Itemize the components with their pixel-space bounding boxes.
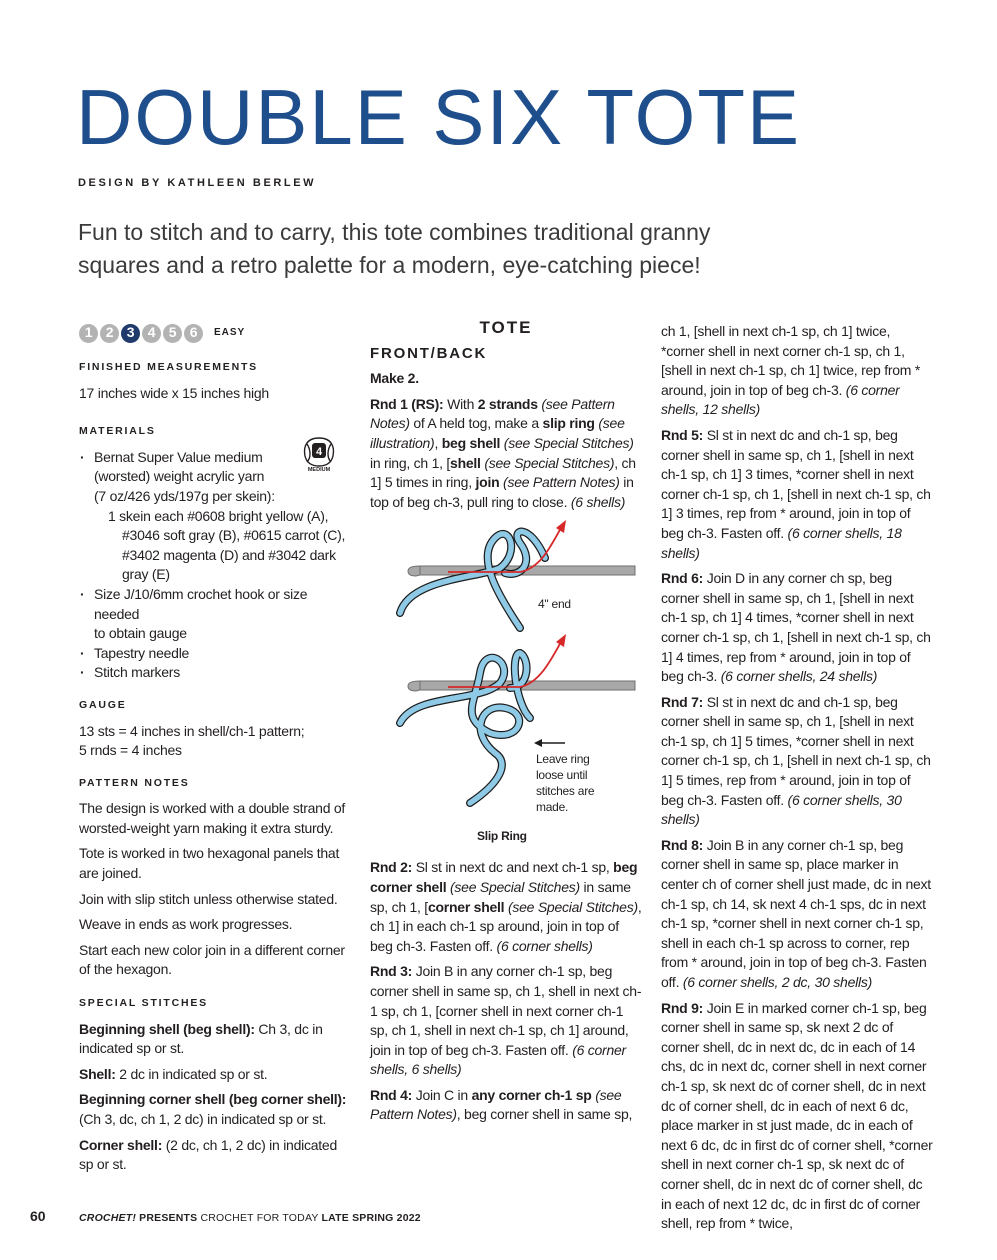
skill-dot: 5 bbox=[163, 324, 182, 343]
skill-label: EASY bbox=[214, 327, 246, 339]
round-3: Rnd 3: Join B in any corner ch-1 sp, beg corner shell in same sp, ch 1, shell in next ch-1 sp, ch 1, [corner shell in next corner ch-1 sp, ch 1, shell in next ch-1 sp, ch 1] around, join in top of beg ch-3. Fasten off. (6 corner shells, 6 shells) bbox=[370, 963, 642, 1078]
material-item: · Size J/10/6mm crochet hook or size needed to obtain gauge bbox=[79, 585, 354, 644]
gauge-line: 13 sts = 4 inches in shell/ch-1 pattern; bbox=[79, 722, 305, 739]
page-title: DOUBLE SIX TOTE bbox=[76, 73, 801, 161]
round-4-continued: ch 1, [shell in next ch-1 sp, ch 1] twice, *corner shell in next corner ch-1 sp, ch 1, [shell in next ch-1 sp, ch 1] twice, rep from * around, join in top of beg ch-3. (6 corner shells, 12 shells) bbox=[661, 323, 921, 418]
diagram-note: Leave ring bbox=[536, 752, 590, 767]
pattern-note: Start each new color join in a different corner of the hexagon. bbox=[79, 941, 345, 978]
designer-byline: DESIGN BY KATHLEEN BERLEW bbox=[78, 177, 317, 189]
finished-heading: FINISHED MEASUREMENTS bbox=[79, 361, 258, 373]
yarn-weight-number: 4 bbox=[315, 446, 323, 458]
page-number: 60 bbox=[30, 1208, 46, 1224]
diagram-note: stitches are bbox=[536, 784, 595, 799]
diagram-caption: Slip Ring bbox=[477, 829, 527, 844]
skill-dot: 1 bbox=[79, 324, 98, 343]
special-stitch: Shell: 2 dc in indicated sp or st. bbox=[79, 1065, 268, 1082]
column-materials bbox=[79, 322, 354, 1181]
pattern-note: Tote is worked in two hexagonal panels that are joined. bbox=[79, 845, 340, 882]
diagram-note: loose until bbox=[536, 768, 588, 783]
column-tote bbox=[370, 318, 642, 1131]
skill-dot: 4 bbox=[142, 324, 161, 343]
round-2: Rnd 2: Sl st in next dc and next ch-1 sp, beg corner shell (see Special Stitches) in same sp, ch 1, [corner shell (see Special Stitches), ch 1] in each ch-1 sp around, join in top of beg ch-3. Fasten off. (6 corner shells) bbox=[370, 859, 642, 954]
diagram-note: made. bbox=[536, 800, 569, 815]
material-item: · Tapestry needle bbox=[79, 644, 354, 664]
material-item: · Stitch markers bbox=[79, 663, 354, 683]
yarn-weight-label: MEDIUM bbox=[307, 467, 331, 472]
round-8: Rnd 8: Join B in any corner ch-1 sp, beg corner shell in same sp, place marker in center ch of corner shell just made, dc in next ch-1 sp, ch 14, sk next 4 ch-1 sps, dc in next ch-1 sp, *corner shell in next corner ch-1 sp, shell in each ch-1 sp across to corner, rep from * around, join in top of beg ch-3. Fasten off. (6 corner shells, 2 dc, 30 shells) bbox=[661, 836, 931, 990]
skill-dot: 6 bbox=[184, 324, 203, 343]
round-6: Rnd 6: Join D in any corner ch sp, beg corner shell in same sp, ch 1, [shell in next ch-1 sp, ch 1] 4 times, *corner shell in next corner ch-1 sp, ch 1, [shell in next ch-1 sp, ch 1] 4 times, rep from * around, join in top of beg ch-3. (6 corner shells, 24 shells) bbox=[661, 570, 931, 685]
special-stitches-heading: SPECIAL STITCHES bbox=[79, 997, 208, 1010]
slip-ring-diagram bbox=[370, 518, 642, 848]
round-1: Rnd 1 (RS): With 2 strands (see Pattern Notes) of A held tog, make a slip ring (see illustration), beg shell (see Special Stitches) in ring, ch 1, [shell (see Special Stitches), ch 1] 5 times in ring, join (see Pattern Notes) in top of beg ch-3, pull ring to close. (6 shells) bbox=[370, 395, 636, 510]
materials-list bbox=[79, 448, 354, 683]
pattern-note: Weave in ends as work progresses. bbox=[79, 916, 293, 933]
pattern-notes-heading: PATTERN NOTES bbox=[79, 776, 190, 789]
pattern-note: The design is worked with a double strand of worsted-weight yarn making it extra sturdy. bbox=[79, 800, 346, 836]
round-4: Rnd 4: Join C in any corner ch-1 sp (see Pattern Notes), beg corner shell in same sp, bbox=[370, 1086, 633, 1123]
make-count: Make 2. bbox=[370, 370, 419, 387]
round-9: Rnd 9: Join E in marked corner ch-1 sp, beg corner shell in same sp, sk next 2 dc of corner shell, dc in next dc, dc in each of 14 chs, dc in next dc, corner shell in next corner ch-1 sp, sk next dc of corner shell, dc in next dc of corner shell, dc in each of next 6 dc, place marker in st just made, dc in each of next 6 dc, dc in first dc of corner shell, *corner shell in next corner ch-1 sp, sk next dc of corner shell, dc in next dc of corner shell, dc in each of next 12 dc, dc in first dc of corner shell, rep from * twice, bbox=[661, 999, 933, 1232]
special-stitch: Beginning corner shell (beg corner shell): (Ch 3, dc, ch 1, 2 dc) in indicated sp or st. bbox=[79, 1091, 347, 1127]
skill-dot: 2 bbox=[100, 324, 119, 343]
pattern-note: Join with slip stitch unless otherwise stated. bbox=[79, 890, 338, 907]
materials-heading: MATERIALS bbox=[79, 425, 156, 438]
column-rounds bbox=[661, 322, 933, 1240]
round-5: Rnd 5: Sl st in next dc and ch-1 sp, beg corner shell in same sp, ch 1, [shell in next ch-1 sp, ch 1] 3 times, *corner shell in next corner ch-1 sp, ch 1, [shell in next ch-1 sp, ch 1] 3 times, rep from * around, join in top of beg ch-3. Fasten off. (6 corner shells, 18 shells) bbox=[661, 426, 931, 561]
special-stitch: Corner shell: (2 dc, ch 1, 2 dc) in indicated sp or st. bbox=[79, 1136, 337, 1173]
gauge-heading: GAUGE bbox=[79, 698, 127, 711]
tote-heading: TOTE bbox=[479, 318, 533, 337]
gauge-line: 5 rnds = 4 inches bbox=[79, 742, 182, 759]
skill-level bbox=[79, 322, 354, 344]
round-7: Rnd 7: Sl st in next dc and ch-1 sp, beg corner shell in same sp, ch 1, [shell in next ch-1 sp, ch 1] 5 times, *corner shell in next corner ch-1 sp, ch 1, [shell in next ch-1 sp, ch 1] 5 times, rep from * around, join in top of beg ch-3. Fasten off. (6 corner shells, 30 shells) bbox=[661, 693, 931, 828]
finished-text: 17 inches wide x 15 inches high bbox=[79, 384, 269, 401]
material-item: · Bernat Super Value medium (worsted) weight acrylic yarn (7 oz/426 yds/197g per skein): 1 skein each #0608 bright yellow (A), #3046 soft gray (B), #0615 carrot (C), #3402 magenta (D) and #3042 dark gray (E) bbox=[79, 448, 354, 585]
slip-ring-illustration bbox=[370, 518, 642, 848]
special-stitch: Beginning shell (beg shell): Ch 3, dc in indicated sp or st. bbox=[79, 1020, 323, 1057]
publication-footer: CROCHET! PRESENTS CROCHET FOR TODAY LATE SPRING 2022 bbox=[79, 1212, 421, 1224]
diagram-end-label: 4" end bbox=[538, 597, 571, 612]
intro-paragraph: Fun to stitch and to carry, this tote combines traditional granny squares and a retro palette for a modern, eye-catching piece! bbox=[78, 219, 711, 278]
skill-dot-active: 3 bbox=[121, 324, 140, 343]
front-back-heading: FRONT/BACK bbox=[370, 344, 488, 362]
